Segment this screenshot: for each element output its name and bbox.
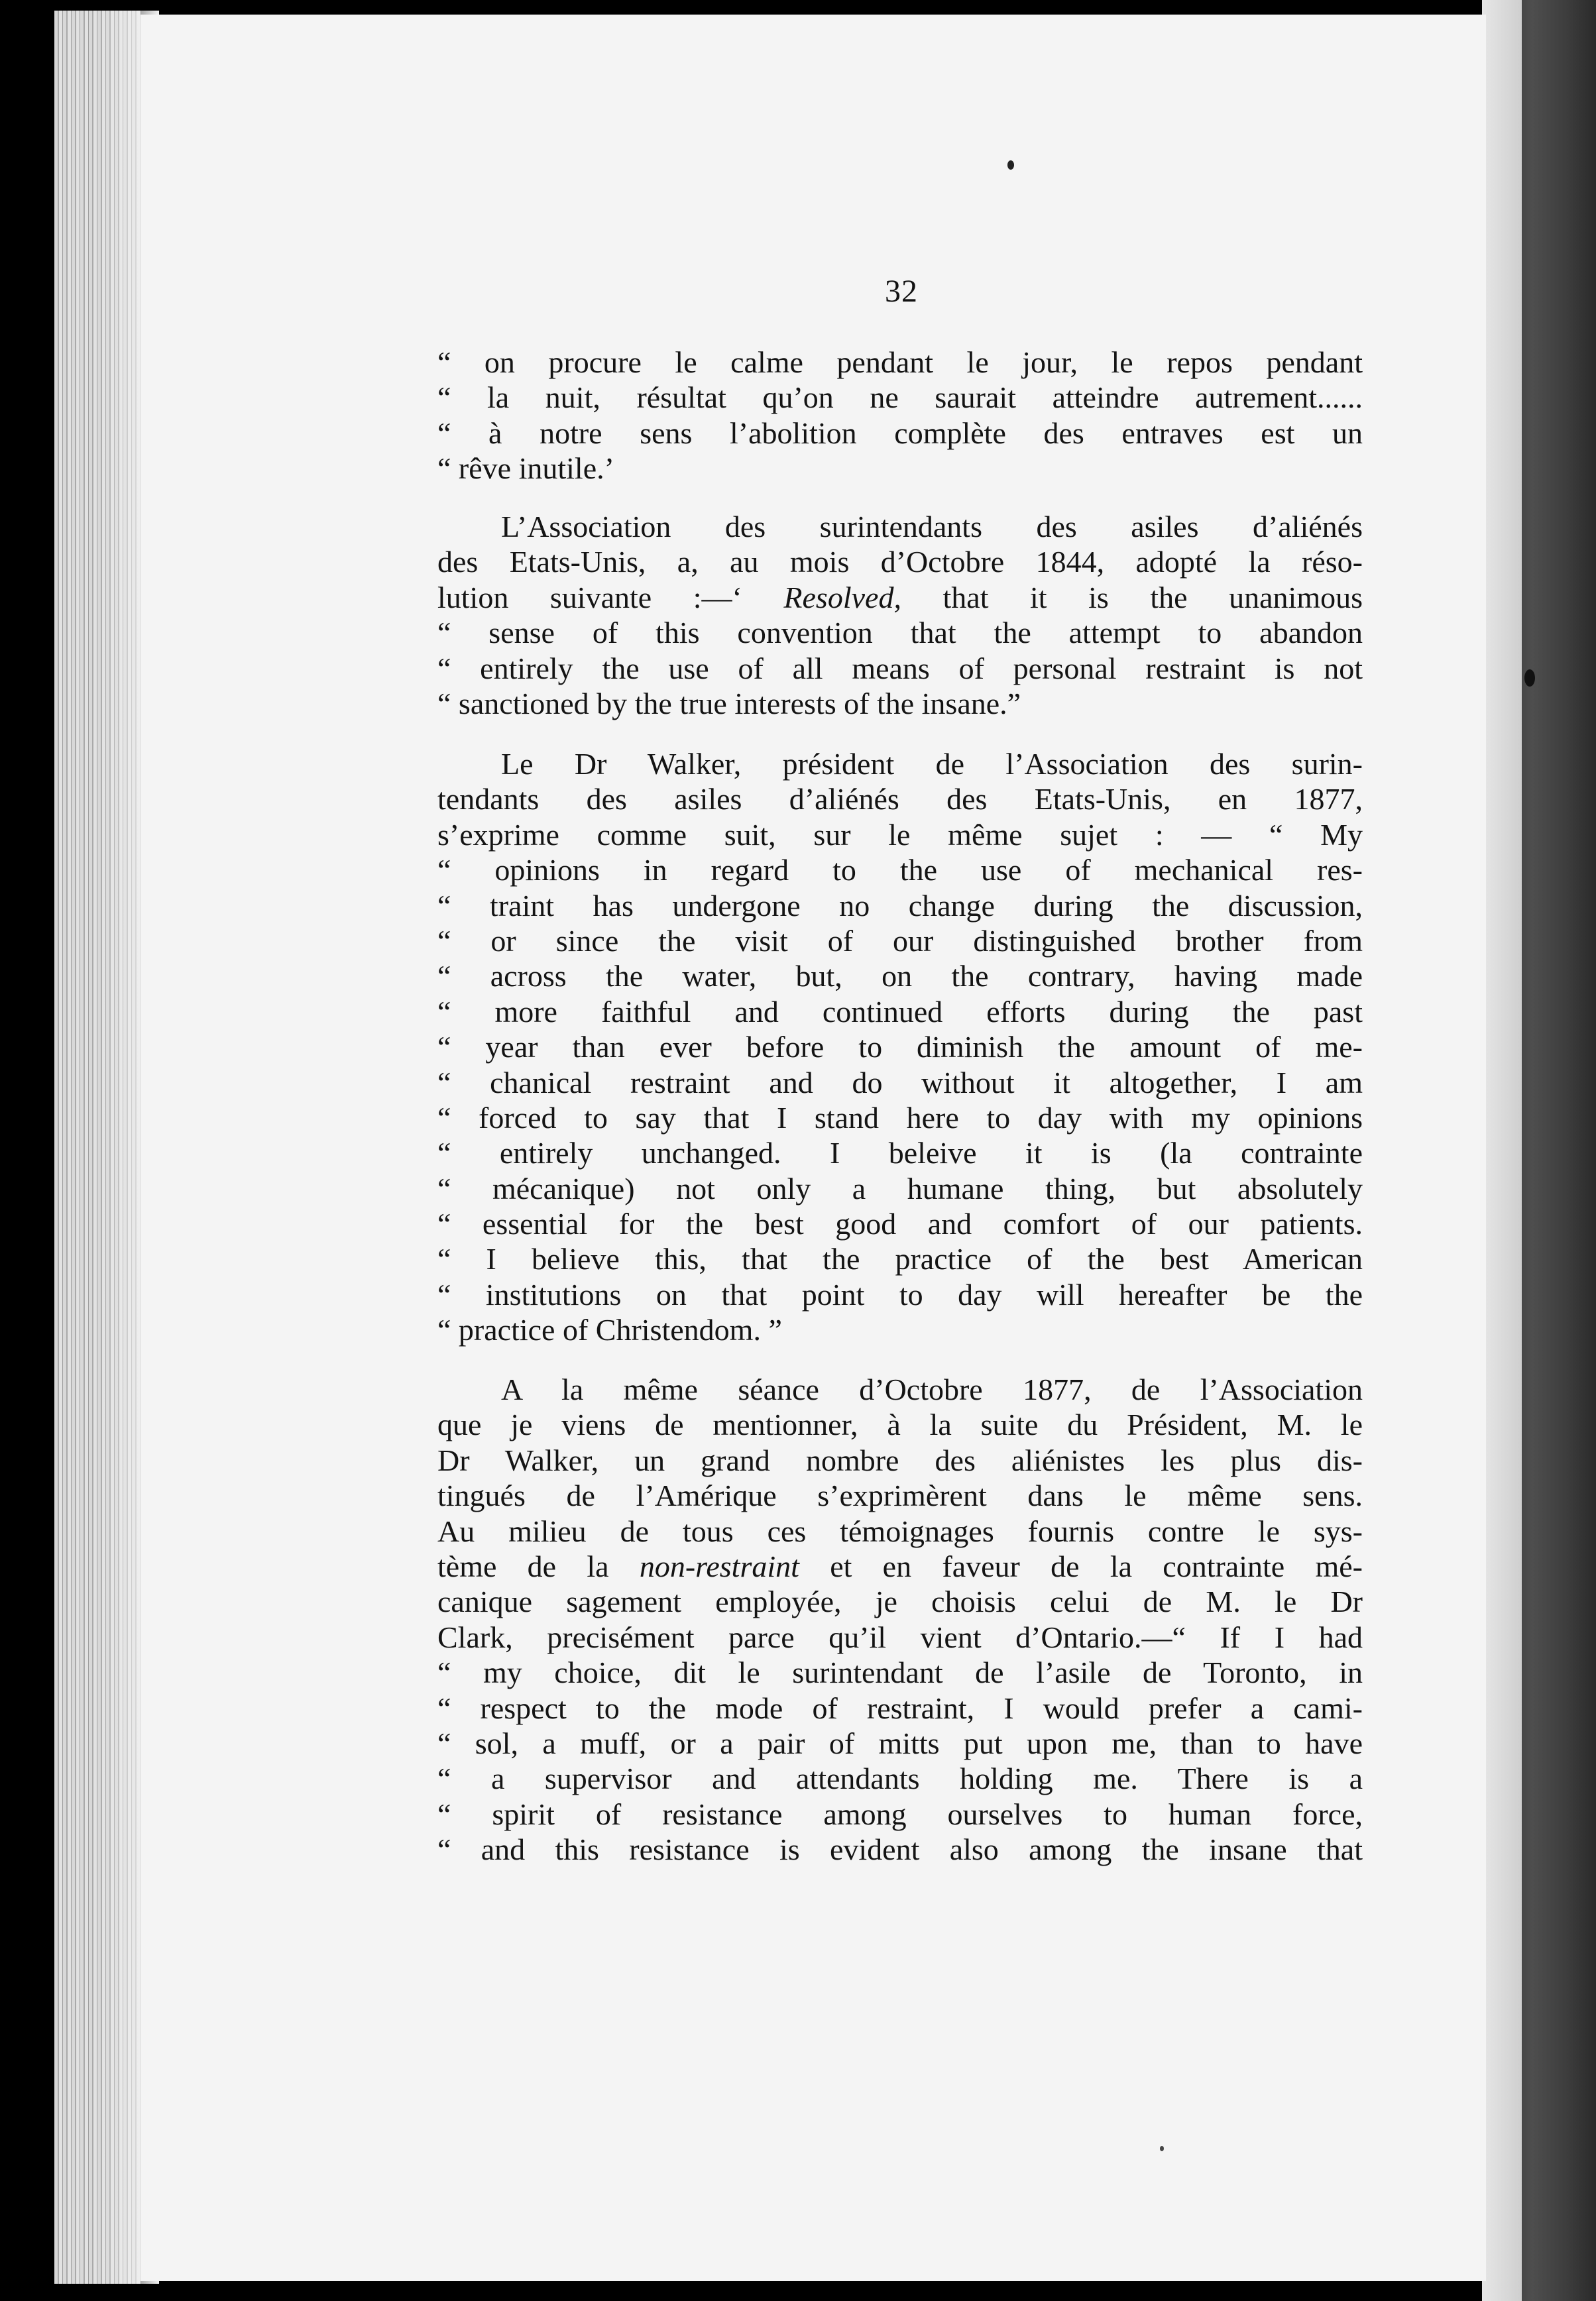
italic-word: non-restraint [639, 1549, 799, 1583]
text-line: “ forced to say that I stand here to day with my opinions [437, 1100, 1363, 1135]
text-line: “ more faithful and continued efforts during the past [437, 994, 1363, 1029]
text-line: que je viens de mentionner, à la suite du Président, M. le [437, 1408, 1363, 1442]
text-line: “ year than ever before to diminish the amount of me- [437, 1030, 1363, 1064]
text-line: “ opinions in regard to the use of mechanical res- [437, 853, 1363, 887]
text-line: tendants des asiles d’aliénés des Etats-Unis, en 1877, [437, 782, 1363, 816]
text-line: “ my choice, dit le surintendant de l’asile de Toronto, in [437, 1656, 1363, 1690]
text-line: Au milieu de tous ces témoignages fournis contre le sys- [437, 1514, 1363, 1548]
text-line: “ entirely the use of all means of personal restraint is not [437, 651, 1363, 685]
text-line: des Etats-Unis, a, au mois d’Octobre 1844, adopté la réso- [437, 545, 1363, 579]
paragraph-3 [437, 746, 1363, 1348]
text-line: canique sagement employée, je choisis celui de M. le Dr [437, 1585, 1363, 1619]
text-line: “ institutions on that point to day will hereafter be the [437, 1277, 1363, 1312]
text-line: Dr Walker, un grand nombre des aliénistes les plus dis- [437, 1443, 1363, 1477]
text-line: “ essential for the best good and comfort of our patients. [437, 1207, 1363, 1241]
text-line: “ sol, a muff, or a pair of mitts put upon me, than to have [437, 1726, 1363, 1760]
ink-speck [1007, 160, 1014, 170]
italic-word: Resolved, [783, 580, 901, 614]
text-line-with-italic: lution suivante :—‘ Resolved, that it is the unanimous [437, 580, 1363, 614]
paragraph-2 [437, 509, 1363, 721]
text-line: Clark, precisément parce qu’il vient d’Ontario.—“ If I had [437, 1620, 1363, 1654]
text-line: “ entirely unchanged. I beleive it is (la contrainte [437, 1136, 1363, 1170]
text-line: “ à notre sens l’abolition complète des entraves est un [437, 416, 1363, 450]
text-line: “ or since the visit of our distinguished brother from [437, 923, 1363, 958]
text-line: “ traint has undergone no change during the discussion, [437, 888, 1363, 923]
text-line: “ rêve inutile.’ [437, 451, 614, 486]
text-line: “ practice of Christendom. ” [437, 1313, 782, 1347]
text-line: “ sense of this convention that the attempt to abandon [437, 616, 1363, 650]
text-line: “ a supervisor and attendants holding me. There is a [437, 1762, 1363, 1796]
text-line: “ and this resistance is evident also among the insane that [437, 1832, 1363, 1867]
text-line: “ spirit of resistance among ourselves to human force, [437, 1797, 1363, 1831]
paragraph-1 [437, 345, 1363, 486]
ink-speck [1524, 669, 1535, 687]
text-line: “ mécanique) not only a humane thing, but absolutely [437, 1171, 1363, 1206]
text-line: Le Dr Walker, président de l’Association des surin- [501, 747, 1363, 781]
page-number: 32 [885, 274, 918, 309]
ink-speck [1160, 2146, 1164, 2151]
paragraph-4 [437, 1372, 1363, 1867]
facing-page-edge [1482, 0, 1522, 2301]
text-line: “ respect to the mode of restraint, I would prefer a cami- [437, 1691, 1363, 1725]
text-line: “ I believe this, that the practice of the best American [437, 1242, 1363, 1276]
text-line: s’exprime comme suit, sur le même sujet : — “ My [437, 817, 1363, 852]
text-line: “ sanctioned by the true interests of the insane.” [437, 686, 1021, 720]
text-line: “ on procure le calme pendant le jour, le repos pendant [437, 345, 1363, 379]
text-line: L’Association des surintendants des asiles d’aliénés [501, 510, 1363, 543]
text-line-with-italic: tème de la non-restraint et en faveur de la contrainte mé- [437, 1549, 1363, 1583]
page-edge-fade [99, 11, 159, 2284]
text-line: “ across the water, but, on the contrary, having made [437, 959, 1363, 993]
text-line: “ chanical restraint and do without it altogether, I am [437, 1065, 1363, 1099]
text-line: A la même séance d’Octobre 1877, de l’Association [501, 1373, 1363, 1406]
text-line: “ la nuit, résultat qu’on ne saurait atteindre autrement...... [437, 380, 1363, 415]
text-line: tingués de l’Amérique s’exprimèrent dans le même sens. [437, 1479, 1363, 1513]
